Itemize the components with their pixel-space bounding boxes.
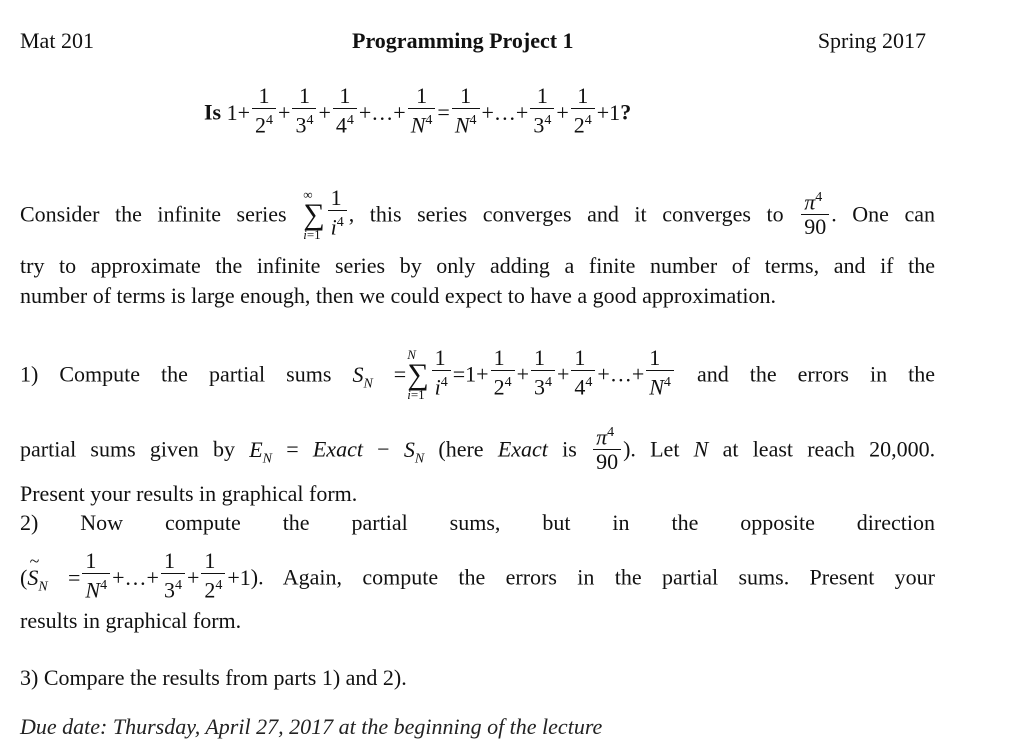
pi4-over-90: $\frac{\pi^4}{90}$ xyxy=(801,186,829,239)
part1-line-1: 1) Compute the partial sums $S_N$ = N ∑ i=1 $\frac{1}{i^4}$ =1+ $\frac{1}{2^4}$ + $\frac{1}{3^4}$ + $\frac{1}{4^4}$ +…+ $\frac{1}{N^4}$ and the errors in the xyxy=(20,345,935,402)
question-rhs: $\frac{1}{N^4}$ +…+ $\frac{1}{3^4}$ + $\frac{1}{2^4}$ +1 xyxy=(450,100,620,125)
part2-line-3: results in graphical form. xyxy=(20,608,242,633)
question-line: Is 1+ $\frac{1}{2^4}$ + $\frac{1}{3^4}$ + $\frac{1}{4^4}$ +…+ $\frac{1}{N^4}$ = $\frac{1}{N^4}$ +…+ $\frac{1}{3^4}$ + $\frac{1}{2^4}$ +1? xyxy=(204,83,632,138)
part1-line-3: Present your results in graphical form. xyxy=(20,481,358,506)
page-header xyxy=(20,28,926,58)
intro-line-1: Consider the infinite series ∞ ∑ i=1 $\frac{1}{i^4}$ , this series converges and it converges to $\frac{\pi^4}{90}$ . One can xyxy=(20,185,936,242)
course-code: Mat 201 xyxy=(20,28,94,53)
sum-symbol: ∞ ∑ i=1 xyxy=(303,186,325,242)
part2-line-1: 2) Now compute the partial sums, but in the opposite direction xyxy=(20,510,935,535)
intro-line-3: number of terms is large enough, then we could expect to have a good approximation. xyxy=(20,283,776,308)
part3-line-1: 3) Compare the results from parts 1) and 2). xyxy=(20,665,407,690)
term: Spring 2017 xyxy=(817,28,926,53)
part1-line-2: partial sums given by $E_N$ = Exact − $S_N$ (here Exact is $\frac{\pi^4}{90}$ ). Let N at least reach 20,000. xyxy=(20,424,936,475)
document-title: Programming Project 1 xyxy=(352,28,574,53)
question-suffix: ? xyxy=(620,99,632,125)
question-prefix: Is xyxy=(204,99,222,125)
question-lhs: 1+ $\frac{1}{2^4}$ + $\frac{1}{3^4}$ + $\frac{1}{4^4}$ +…+ $\frac{1}{N^4}$ xyxy=(227,100,438,125)
part2-line-2: (~ $S_N$ = $\frac{1}{N^4}$ +…+ $\frac{1}{3^4}$ + $\frac{1}{2^4}$ +1). Again, compute the errors in the partial sums. Present your xyxy=(20,553,935,606)
due-date-line-cut: Due date: Thursday, April 27, 2017 at the beginning of the lecture xyxy=(20,714,603,739)
intro-line-2: try to approximate the infinite series by only adding a finite number of terms, and if the xyxy=(20,253,935,278)
